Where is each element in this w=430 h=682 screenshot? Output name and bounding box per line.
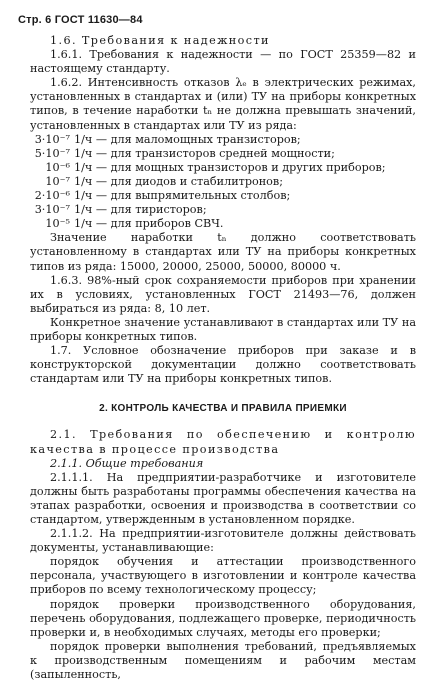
paragraph-operating-time: Значение наработки tₙ должно соответствовать установленному в стандартах или ТУ на приборы конкретных типов из ряда: 15000, 20000, 25000, 50000, 80000 ч. bbox=[30, 231, 416, 273]
failure-rate-item bbox=[30, 203, 416, 217]
running-header: Стр. 6 ГОСТ 11630—84 bbox=[18, 14, 143, 26]
failure-rate-item bbox=[30, 175, 416, 189]
paragraph-1-6-3: 1.6.3. 98%-ный срок сохраняемости приборов при хранении их в условиях, установленных ГОСТ 21493—76, должен выбираться из ряда: 8, 10 лет. bbox=[30, 273, 416, 315]
failure-rate-item bbox=[30, 189, 416, 203]
failure-rate-list bbox=[30, 133, 416, 232]
rate-text: 1/ч — для транзисторов средней мощности; bbox=[74, 146, 335, 160]
failure-rate-item bbox=[30, 147, 416, 161]
rate-value: 3·10⁻⁷ bbox=[34, 132, 70, 146]
page-body bbox=[30, 34, 416, 682]
paragraph-2-1-1-1: 2.1.1.1. На предприятии-разработчике и изготовителе должны быть разработаны программы обеспечения качества на этапах разработки, освоения и производства в соответствии со стандартом, утвержденным в установленном порядке. bbox=[30, 470, 416, 526]
section-2-heading: 2. КОНТРОЛЬ КАЧЕСТВА И ПРАВИЛА ПРИЕМКИ bbox=[99, 403, 347, 415]
rate-value: 10⁻⁶ bbox=[45, 160, 70, 174]
rate-text: 1/ч — для выпрямительных столбов; bbox=[74, 189, 291, 203]
section-1-6-title: 1.6. Требования к надежности bbox=[50, 34, 270, 47]
failure-rate-item bbox=[30, 161, 416, 175]
rate-value: 10⁻⁷ bbox=[45, 174, 70, 188]
paragraph-2-1: 2.1. Требования по обеспечению и контролю качества в процессе производства bbox=[30, 428, 416, 456]
rate-text: 1/ч — для мощных транзисторов и других приборов; bbox=[74, 160, 386, 174]
paragraph-2-1-1-2: 2.1.1.2. На предприятии-изготовителе должны действовать документы, устанавливающие: bbox=[30, 527, 416, 555]
paragraph-specific-value: Конкретное значение устанавливают в стандартах или ТУ на приборы конкретных типов. bbox=[30, 315, 416, 343]
paragraph-1-6-1: 1.6.1. Требования к надежности — по ГОСТ 25359—82 и настоящему стандарту. bbox=[30, 48, 416, 76]
rate-value: 5·10⁻⁷ bbox=[34, 146, 70, 160]
failure-rate-item bbox=[30, 133, 416, 147]
paragraph-2-1-1: 2.1.1. Общие требования bbox=[50, 456, 204, 470]
rate-text: 1/ч — для приборов СВЧ. bbox=[74, 217, 224, 231]
rate-text: 1/ч — для диодов и стабилитронов; bbox=[74, 174, 283, 188]
rate-value: 2·10⁻⁶ bbox=[34, 189, 70, 203]
rate-value: 3·10⁻⁷ bbox=[34, 203, 70, 217]
paragraph-1-6-2: 1.6.2. Интенсивность отказов λₑ в электрических режимах, установленных в стандартах и (или) ТУ на приборы конкретных типов, в течение наработки tₙ не должна превышать значений, установленных в стандартах или ТУ из ряда: bbox=[30, 76, 416, 132]
list-item-equipment: порядок проверки производственного оборудования, перечень оборудования, подлежащего проверке, периодичность проверки и, в необходимых случаях, методы его проверки; bbox=[30, 597, 416, 639]
rate-text: 1/ч — для тиристоров; bbox=[74, 203, 207, 217]
list-item-training: порядок обучения и аттестации производственного персонала, участвующего в изготовлении и контроле качества приборов по всему технологическому процессу; bbox=[30, 555, 416, 597]
paragraph-1-7: 1.7. Условное обозначение приборов при заказе и в конструкторской документации должно соответствовать стандартам или ТУ на приборы конкретных типов. bbox=[30, 344, 416, 386]
failure-rate-item bbox=[30, 217, 416, 231]
rate-text: 1/ч — для маломощных транзисторов; bbox=[74, 132, 301, 146]
list-item-premises: порядок проверки выполнения требований, предъявляемых к производственным помещениям и рабочим местам (запыленность, bbox=[30, 639, 416, 682]
rate-value: 10⁻⁵ bbox=[45, 217, 70, 231]
